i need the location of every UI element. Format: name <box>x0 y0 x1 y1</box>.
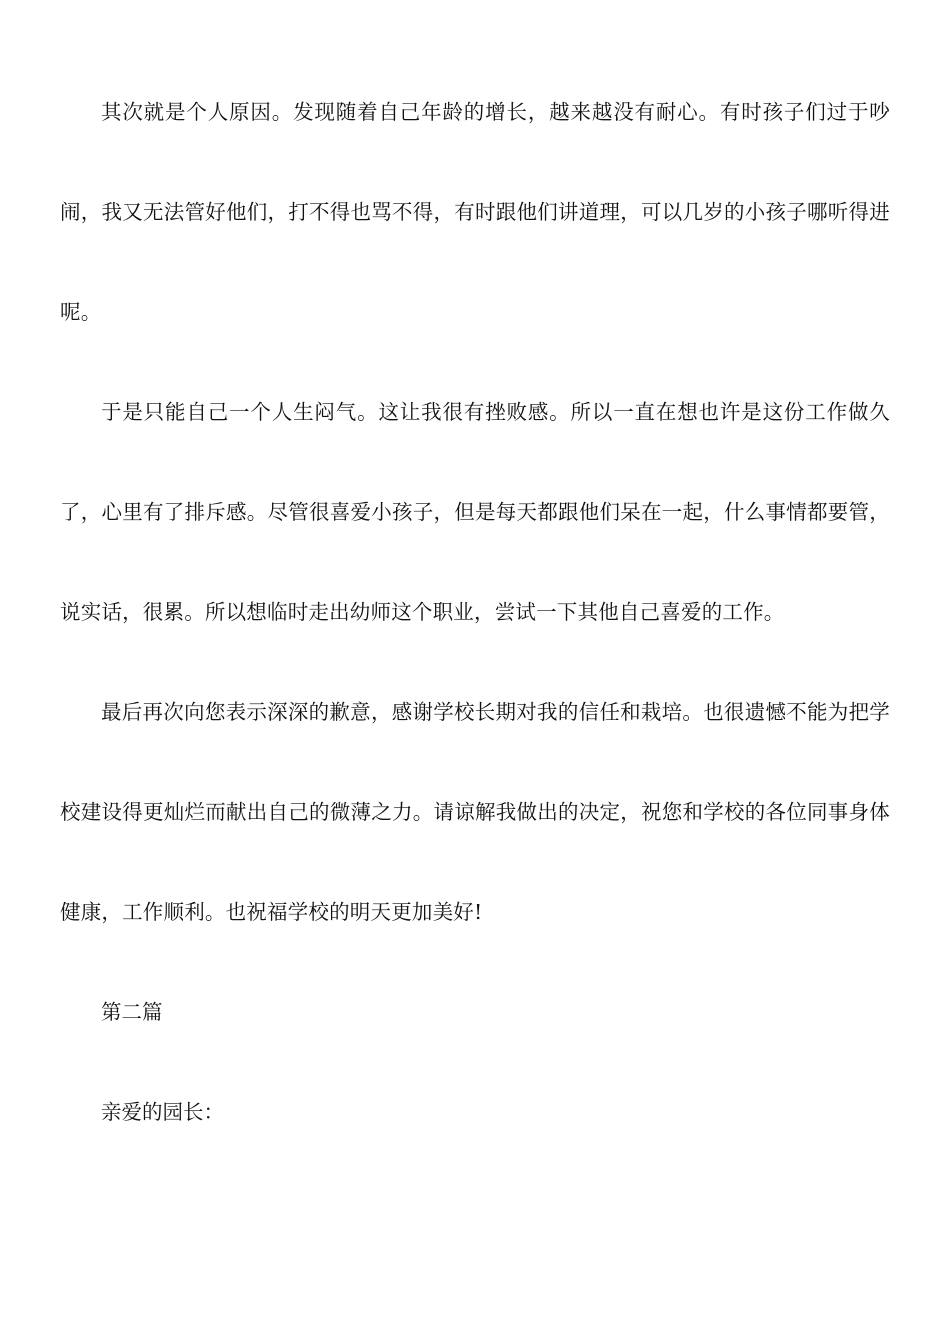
document-page <box>60 62 890 1162</box>
salutation: 亲爱的园长： <box>101 1100 224 1124</box>
section-title: 第二篇 <box>101 1000 163 1024</box>
paragraph-apology: 最后再次向您表示深深的歉意，感谢学校长期对我的信任和栽培。也很遗憾不能为把学校建设得更灿烂而献出自己的微薄之力。请谅解我做出的决定，祝您和学校的各位同事身体健康，工作顺利。也祝福学校的明天更加美好! <box>60 700 890 924</box>
paragraph-personal-reasons: 其次就是个人原因。发现随着自己年龄的增长，越来越没有耐心。有时孩子们过于吵闹，我又无法管好他们，打不得也骂不得，有时跟他们讲道理，可以几岁的小孩子哪听得进呢。 <box>60 100 890 324</box>
paragraph-frustration: 于是只能自己一个人生闷气。这让我很有挫败感。所以一直在想也许是这份工作做久了，心里有了排斥感。尽管很喜爱小孩子，但是每天都跟他们呆在一起，什么事情都要管，说实话，很累。所以想临时走出幼师这个职业，尝试一下其他自己喜爱的工作。 <box>60 400 890 624</box>
